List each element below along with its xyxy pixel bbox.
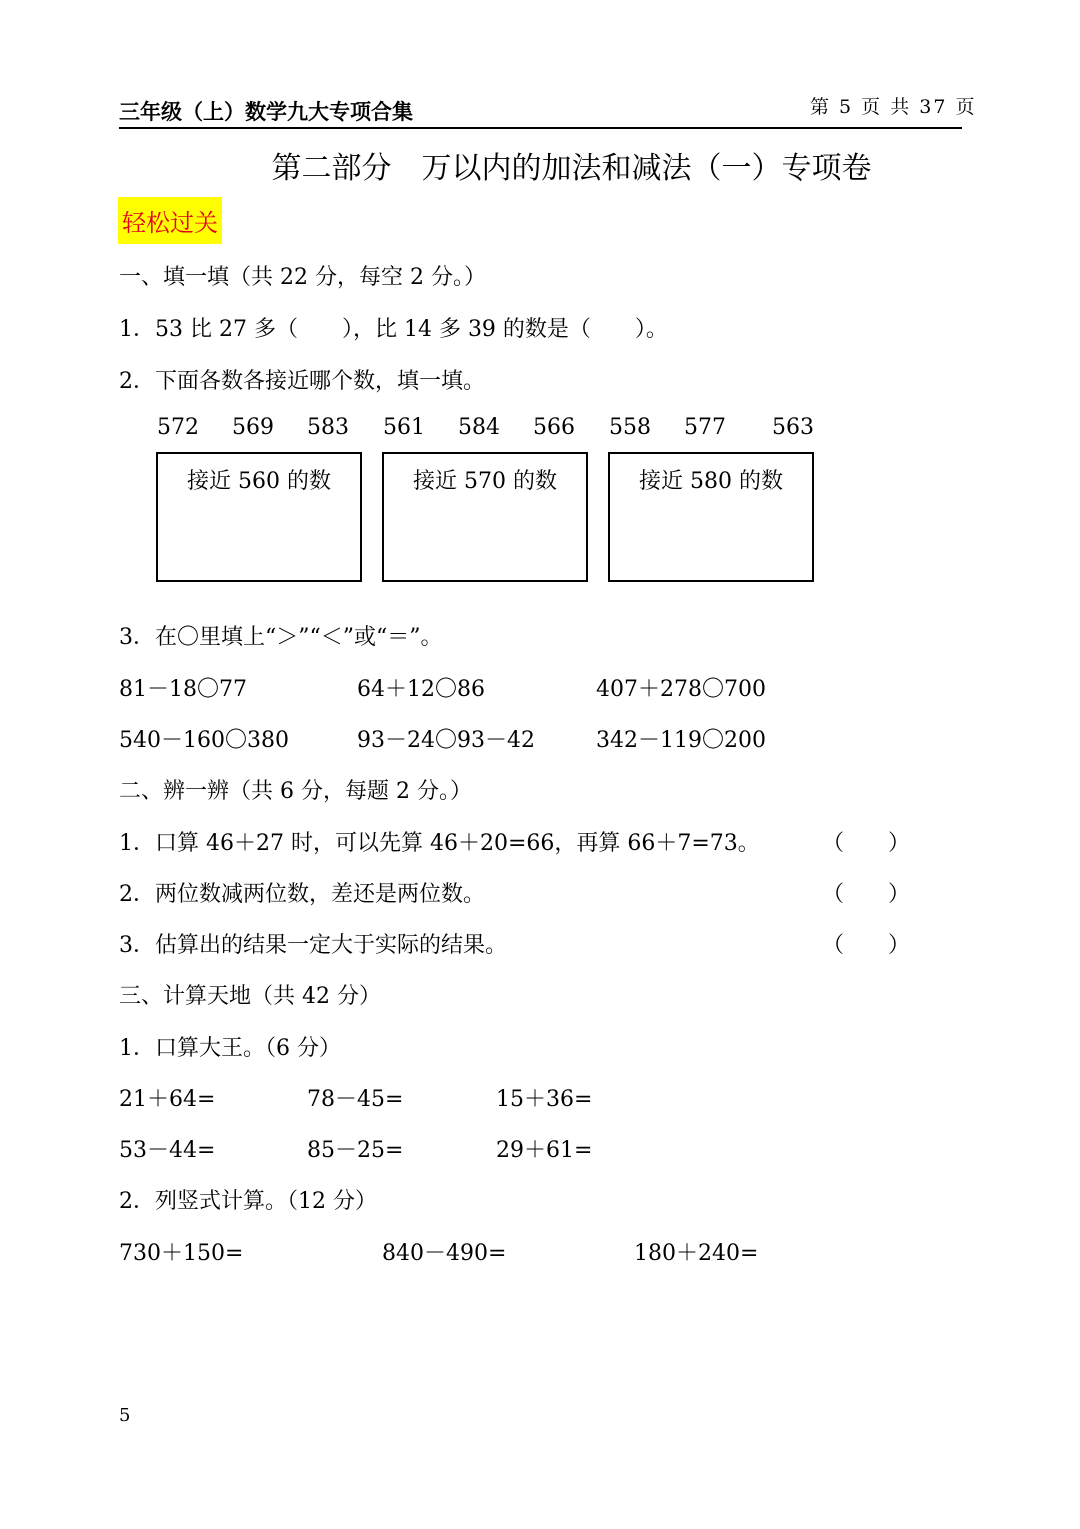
judge-item: 1．口算 46＋27 时，可以先算 46＋20=66，再算 66＋7=73。 <box>119 831 760 856</box>
answer-box-570[interactable] <box>382 452 588 582</box>
header-left-title: 三年级（上）数学九大专项合集 <box>119 100 413 124</box>
level-badge: 轻松过关 <box>118 197 222 244</box>
oral-calc-item: 29＋61= <box>496 1138 593 1163</box>
compare-item: 342－119〇200 <box>596 728 766 753</box>
vertical-calc-item: 840－490= <box>382 1241 507 1266</box>
answer-box-560[interactable] <box>156 452 362 582</box>
answer-box-label: 接近 560 的数 <box>187 469 331 494</box>
vertical-calc-item: 180＋240= <box>634 1241 759 1266</box>
section1-heading: 一、填一填（共 22 分，每空 2 分。） <box>119 265 486 290</box>
section3-q1: 1．口算大王。（6 分） <box>119 1036 341 1061</box>
header-page-indicator: 第 5 页 共 37 页 <box>810 96 977 118</box>
oral-calc-item: 21＋64= <box>119 1087 216 1112</box>
compare-item: 407＋278〇700 <box>596 677 766 702</box>
oral-calc-item: 85－25= <box>307 1138 404 1163</box>
number-item: 566 <box>533 415 575 440</box>
answer-box-580[interactable] <box>608 452 814 582</box>
section2-heading: 二、辨一辨（共 6 分，每题 2 分。） <box>119 779 472 804</box>
page-number: 5 <box>119 1405 131 1426</box>
number-item: 558 <box>609 415 651 440</box>
compare-item: 93－24〇93－42 <box>357 728 535 753</box>
section1-q3: 3．在〇里填上“＞”“＜”或“＝”。 <box>119 625 443 650</box>
section1-q2: 2．下面各数各接近哪个数，填一填。 <box>119 369 485 394</box>
judge-item: 2．两位数减两位数，差还是两位数。 <box>119 882 485 907</box>
number-item: 569 <box>232 415 274 440</box>
oral-calc-item: 78－45= <box>307 1087 404 1112</box>
judge-answer-blank[interactable]: （ ） <box>822 831 911 856</box>
oral-calc-item: 53－44= <box>119 1138 216 1163</box>
number-item: 563 <box>772 415 814 440</box>
answer-box-label: 接近 580 的数 <box>639 469 783 494</box>
vertical-calc-item: 730＋150= <box>119 1241 244 1266</box>
judge-answer-blank[interactable]: （ ） <box>822 882 911 907</box>
number-item: 583 <box>307 415 349 440</box>
section3-q2: 2．列竖式计算。（12 分） <box>119 1189 377 1214</box>
number-item: 577 <box>684 415 726 440</box>
compare-item: 64＋12〇86 <box>357 677 485 702</box>
number-item: 572 <box>157 415 199 440</box>
number-item: 584 <box>458 415 500 440</box>
section3-heading: 三、计算天地（共 42 分） <box>119 984 381 1009</box>
compare-item: 81－18〇77 <box>119 677 247 702</box>
oral-calc-item: 15＋36= <box>496 1087 593 1112</box>
section1-q1: 1．53 比 27 多（ ），比 14 多 39 的数是（ ）。 <box>119 317 668 342</box>
answer-box-label: 接近 570 的数 <box>413 469 557 494</box>
compare-item: 540－160〇380 <box>119 728 289 753</box>
page-title: 第二部分 万以内的加法和减法（一）专项卷 <box>271 151 872 186</box>
number-item: 561 <box>383 415 425 440</box>
judge-item: 3．估算出的结果一定大于实际的结果。 <box>119 933 507 958</box>
header-divider <box>119 127 962 129</box>
judge-answer-blank[interactable]: （ ） <box>822 933 911 958</box>
